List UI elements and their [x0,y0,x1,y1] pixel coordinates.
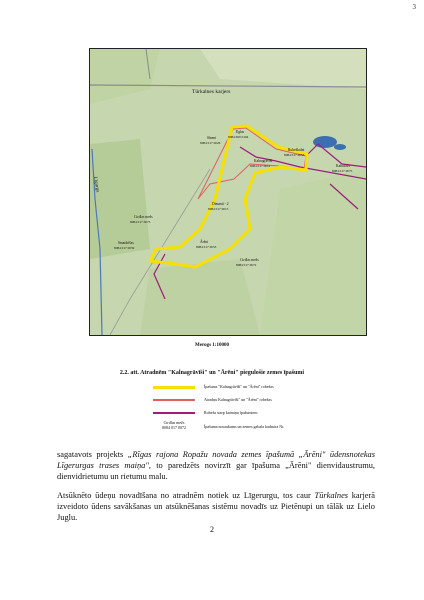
label-eglas: Eglas [236,130,244,134]
map-scale: Merogs 1:10000 [195,343,229,348]
legend-parcel-id: 8084 017 0072 [162,425,186,430]
legend-row-parcel [153,420,333,434]
label-eglas-id: 8084 009 0104 [228,135,249,139]
legend-text: Robeža starp kaimiņu īpašumiem [204,410,258,415]
paragraph-text: , to paredzēts novirzīt gar īpašuma „Ārēni" dienvidaustrumu, dienvidrietumu un rietumu malu. [57,461,375,481]
label-areni-id: 8084 017 0053 [196,245,217,249]
map-canvas [90,49,366,335]
legend-text: Atradņu Kalnagrāvīši" un "Ārēni" robežas [204,397,272,402]
label-areni: Ārēni [200,240,209,244]
legend [153,381,333,434]
label-cirdlas-b-id: 8084 017 0072 [236,263,257,267]
legend-parcel-name: Cirdlas mežs [163,420,185,425]
paragraph-text: sagatavots projekts [57,450,128,459]
paragraph-text: karjerā izveidoto ūdens savākšanas un atsūknēšanas sistēmu novadīs uz Pietēnupi un tālāk uz Lielo Juglu. [57,491,375,522]
paragraph-project [57,449,375,482]
legend-title: 2.2. att. Atradnēm "Kalnagrāvīši" un "Ārēni" piegulošie zemes īpašumi [119,370,305,376]
label-dimanti-id: 8084 017 0015 [208,207,229,211]
label-sineni-id: 8084 017 0026 [200,141,221,145]
label-cirdlas-b: Cirdlas mežs [240,258,259,262]
label-cirdlas-a: Cirdlas mežs [134,215,153,219]
legend-swatch-yellow [153,386,195,389]
field-patch [140,259,260,335]
label-karjers: Türkalnes karjers [192,89,231,95]
place-name: Tūrkalnes [314,491,349,500]
paragraph-drainage [57,490,375,523]
legend-text: Īpašuma nosaukums un zemes gabala kadastra Nr. [204,424,285,429]
label-kalnaciz-id: 8084 017 0075 [332,169,353,173]
label-sineni: Sīneni [207,136,217,140]
page-number: 2 [210,525,214,534]
label-kalnagravisi-id: 8084 017 0012 [250,164,271,168]
label-kalnagravisi: Kalnagrāvīši [254,159,273,163]
legend-text: Īpašums "Kalnagrāvīši" un "Ārēni" robežas [204,384,274,389]
label-kalnaciz: Kalnaciži [336,164,350,168]
legend-swatch-pink [153,399,195,401]
page-corner-mark: 3 [412,3,416,11]
project-title: „Rīgas rajona Ropažu novada zemes īpašumā „Ārēni" ūdensnotekas Līgerurgas trases maiņa" [57,450,376,470]
label-liguurga: Līgurga [92,176,100,193]
label-rubezkalni: Rubežkalni [288,148,305,152]
legend-swatch-purple [153,412,195,414]
label-cirdlas-a-id: 8084 017 0073 [130,220,151,224]
map [89,48,367,336]
label-rubezkalni-id: 8084 017 0053 [284,153,305,157]
label-smaidrisas: Smaidrīšas [118,241,134,245]
legend-row-deposit [153,394,333,407]
legend-parcel-example [153,420,195,430]
legend-row-neighbour [153,407,333,420]
legend-row-property [153,381,333,394]
label-dimanti: Dimanti - 2 [212,202,229,206]
pond [334,144,346,150]
label-smaidrisas-id: 8084 017 0059 [114,246,135,250]
paragraph-text: Atsūknēto ūdeņu novadīšana no atradnēm notiek uz Līgerurgu, tos caur [57,491,315,500]
